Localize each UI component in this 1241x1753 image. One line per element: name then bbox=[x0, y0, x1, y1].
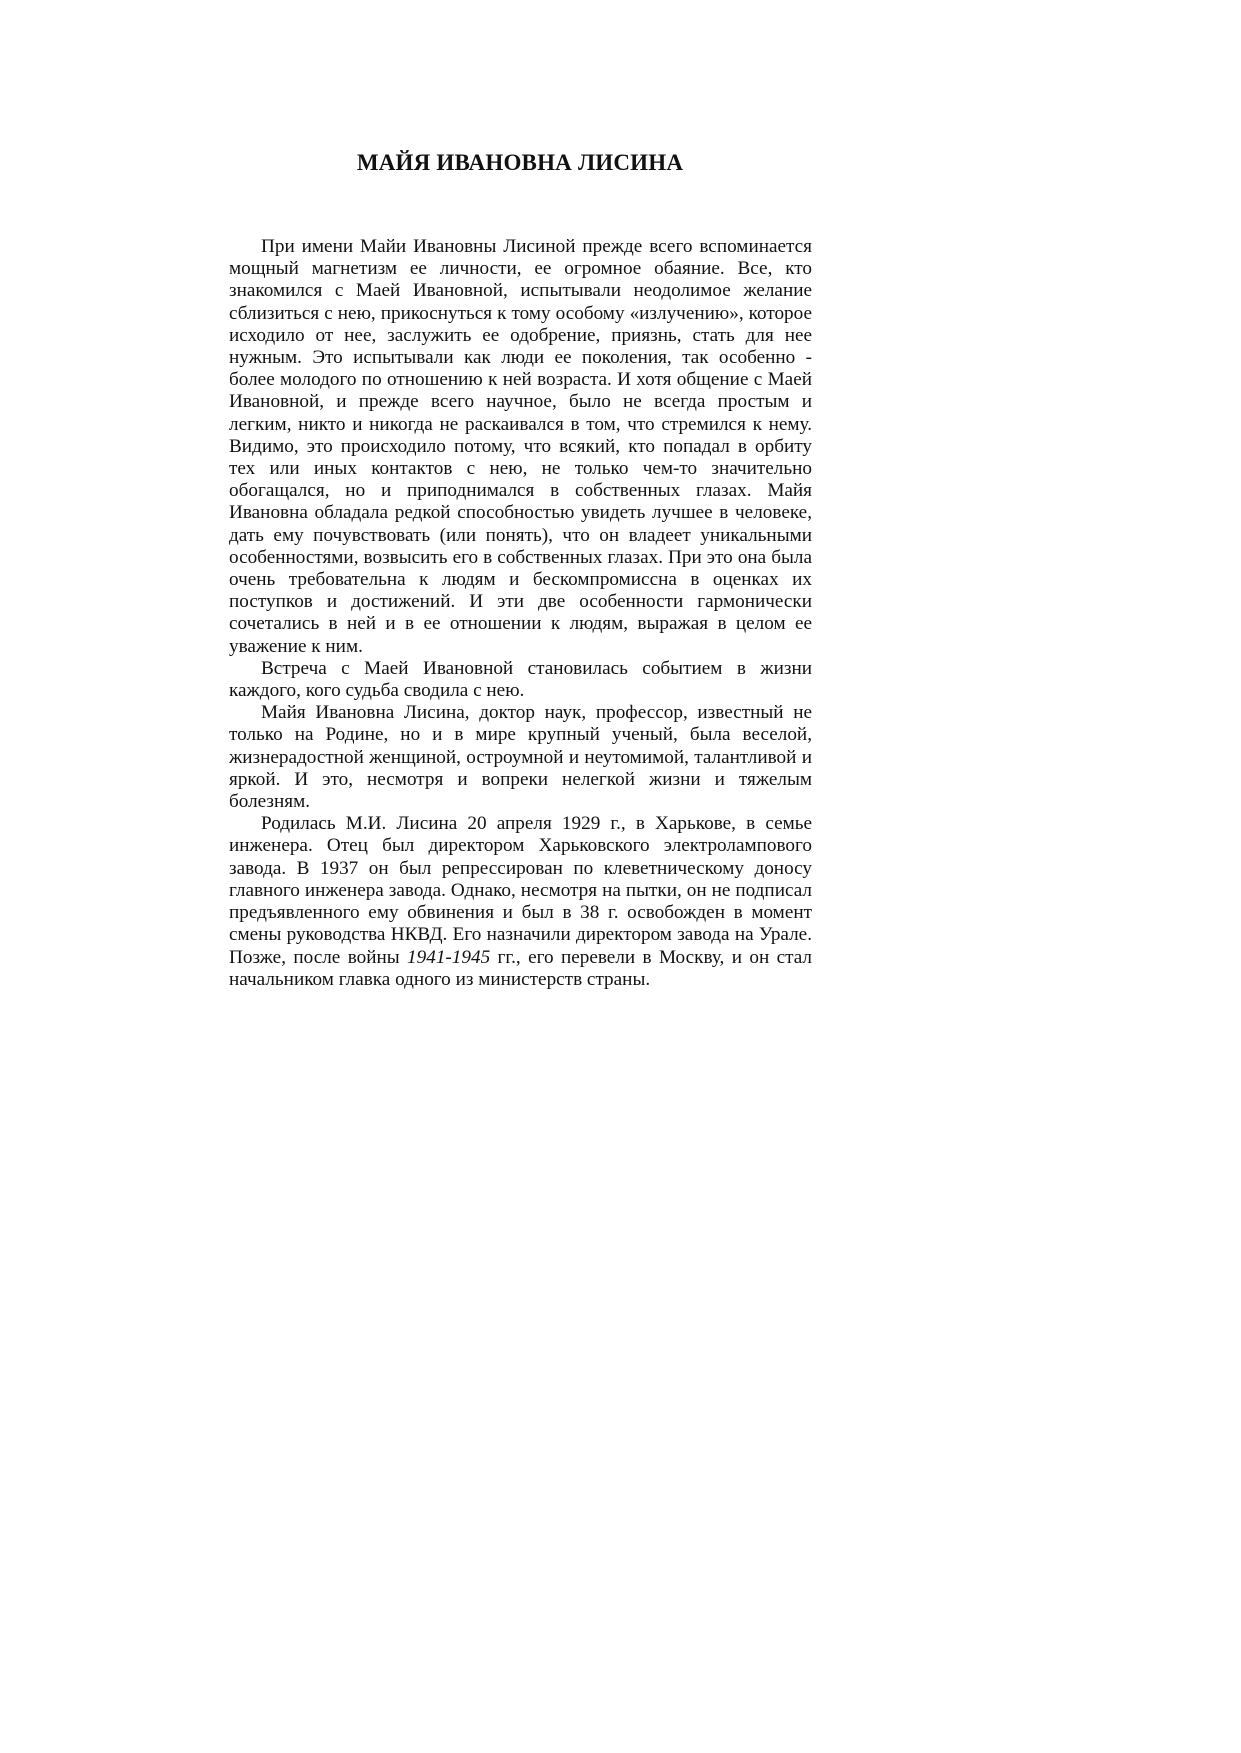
paragraph-1: При имени Майи Ивановны Лисиной прежде всего вспоминается мощный магнетизм ее личности, ее огромное обаяние. Все, кто знакомился с Маей Ивановной, испытывали неодолимое желание сблизиться с нею, прикоснуться к тому особому «излучению», которое исходило от нее, заслужить ее одобрение, приязнь, стать для нее нужным. Это испытывали как люди ее поколения, так особенно - более молодого по отношению к ней возраста. И хотя общение с Маей Ивановной, и прежде всего научное, было не всегда простым и легким, никто и никогда не раскаивался в том, что стремился к нему. Видимо, это происходило потому, что всякий, кто попадал в орбиту тех или иных контактов с нею, не только чем-то значительно обогащался, но и приподнимался в собственных глазах. Майя Ивановна обладала редкой способностью увидеть лучшее в человеке, дать ему почувствовать (или понять), что он владеет уникальными особенностями, возвысить его в собственных глазах. При это она была очень требовательна к людям и бескомпромиссна в оценках их поступков и достижений. И эти две особенности гармонически сочетались в ней и в ее отношении к людям, выражая в целом ее уважение к ним. bbox=[229, 236, 812, 657]
paragraph-4 bbox=[229, 813, 812, 991]
paragraph-2: Встреча с Маей Ивановной становилась событием в жизни каждого, кого судьба сводила с нею. bbox=[229, 657, 812, 702]
paragraph-4-text-start: Родилась М.И. Лисина 20 апреля 1929 г., в Харькове, в семье инженера. Отец был директором Харьковского электролампового завода. В 1937 он был репрессирован по клеветническому доносу главного инженера завода. Однако, несмотря на пытки, он не подписал предъявленного ему обвинения и был в 38 г. освобожден в момент смены руководства НКВД. Его назначили директором завода на Урале. Позже, после войны bbox=[229, 813, 812, 968]
article-body bbox=[229, 236, 812, 991]
war-years: 1941-1945 bbox=[407, 946, 491, 968]
paragraph-3: Майя Ивановна Лисина, доктор наук, профессор, известный не только на Родине, но и в мире крупный ученый, была веселой, жизнерадостной женщиной, остроумной и неутомимой, талантливой и яркой. И это, несмотря и вопреки нелегкой жизни и тяжелым болезням. bbox=[229, 702, 812, 813]
paragraph-4-text-end: гг., его перевели в Москву, и он стал начальником главка одного из министерств страны. bbox=[229, 946, 812, 990]
page-title: МАЙЯ ИВАНОВНА ЛИСИНА bbox=[356, 150, 684, 175]
